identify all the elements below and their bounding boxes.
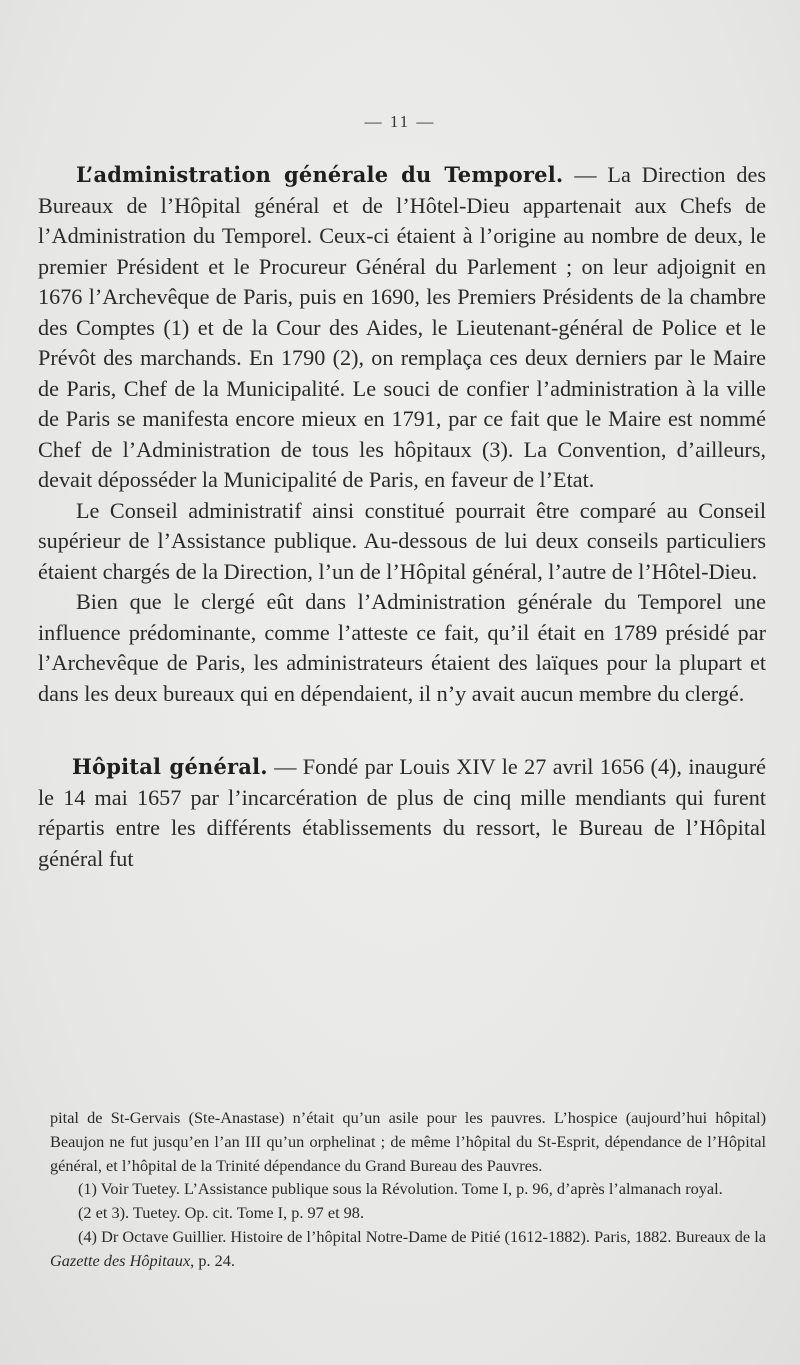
footnote-2-3: (2 et 3). Tuetey. Op. cit. Tome I, p. 97 et 98. [78, 1203, 365, 1223]
section-heading-temporel: L’administration générale du Temporel. [76, 162, 564, 187]
paragraph-text: — Fondé par Louis XIV le 27 avril 1656 (4), inauguré le 14 mai 1657 par l’incarcération de plus de cinq mille mendiants qui furent répartis entre les différents établissements du ressort, le Bureau de l’Hôpital général fut [38, 754, 766, 871]
footnote-1: (1) Voir Tuetey. L’Assistance publique sous la Révolution. Tome I, p. 96, d’après l’almanach royal. [78, 1179, 723, 1199]
body-text [38, 160, 766, 874]
footnotes [50, 1106, 766, 1273]
footnote-4 [50, 1225, 766, 1273]
paragraph-temporel-2: Le Conseil administratif ainsi constitué pourrait être comparé au Conseil supérieur de l’Assistance publique. Au-dessous de lui deux conseils particuliers étaient chargés de la Direction, l’un de l’Hôpital général, l’autre de l’Hôtel-Dieu. [38, 497, 766, 584]
footnote-4-text: (4) Dr Octave Guillier. Histoire de l’hôpital Notre-Dame de Pitié (1612-1882). Paris, 1882. Bureaux de la [78, 1226, 766, 1246]
paragraph-text: — La Direction des Bureaux de l’Hôpital général et de l’Hôtel-Dieu appartenait aux Chefs de l’Administration du Temporel. Ceux-ci étaient à l’origine au nombre de deux, le premier Président et le Procureur Général du Parlement ; on leur adjoignit en 1676 l’Archevêque de Paris, puis en 1690, les Premiers Présidents de la chambre des Comptes (1) et de la Cour des Aides, le Lieutenant-général de Police et le Prévôt des marchands. En 1790 (2), on remplaça ces deux derniers par le Maire de Paris, Chef de la Municipalité. Le souci de confier l’administration à la ville de Paris se manifesta encore mieux en 1791, par ce fait que le Maire est nommé Chef de l’Administration de tous les hôpitaux (3). La Convention, d’ailleurs, devait déposséder la Municipalité de Paris, en faveur de l’Etat. [38, 162, 767, 492]
footnote-4-page: , p. 24. [190, 1250, 235, 1270]
paragraph-hopital-general [38, 752, 766, 874]
footnote-4-journal: Gazette des Hôpitaux [50, 1250, 191, 1270]
paragraph-temporel-3: Bien que le clergé eût dans l’Administration générale du Temporel une influence prédominante, comme l’atteste ce fait, qu’il était en 1789 présidé par l’Archevêque de Paris, les administrateurs étaient des laïques pour la plupart et dans les deux bureaux qui en dépendaient, il n’y avait aucun membre du clergé. [38, 589, 766, 706]
page-number: — 11 — [364, 112, 436, 131]
section-heading-hopital: Hôpital général. [72, 754, 268, 779]
paragraph-temporel-1 [38, 160, 766, 496]
footnote-continuation: pital de St-Gervais (Ste-Anastase) n’était qu’un asile pour les pauvres. L’hospice (aujourd’hui hôpital) Beaujon ne fut jusqu’en l’an III qu’un orphelinat ; de même l’hôpital du St-Esprit, dépendance de l’Hôpital général, et l’hôpital de la Trinité dépendance du Grand Bureau des Pauvres. [50, 1108, 766, 1175]
